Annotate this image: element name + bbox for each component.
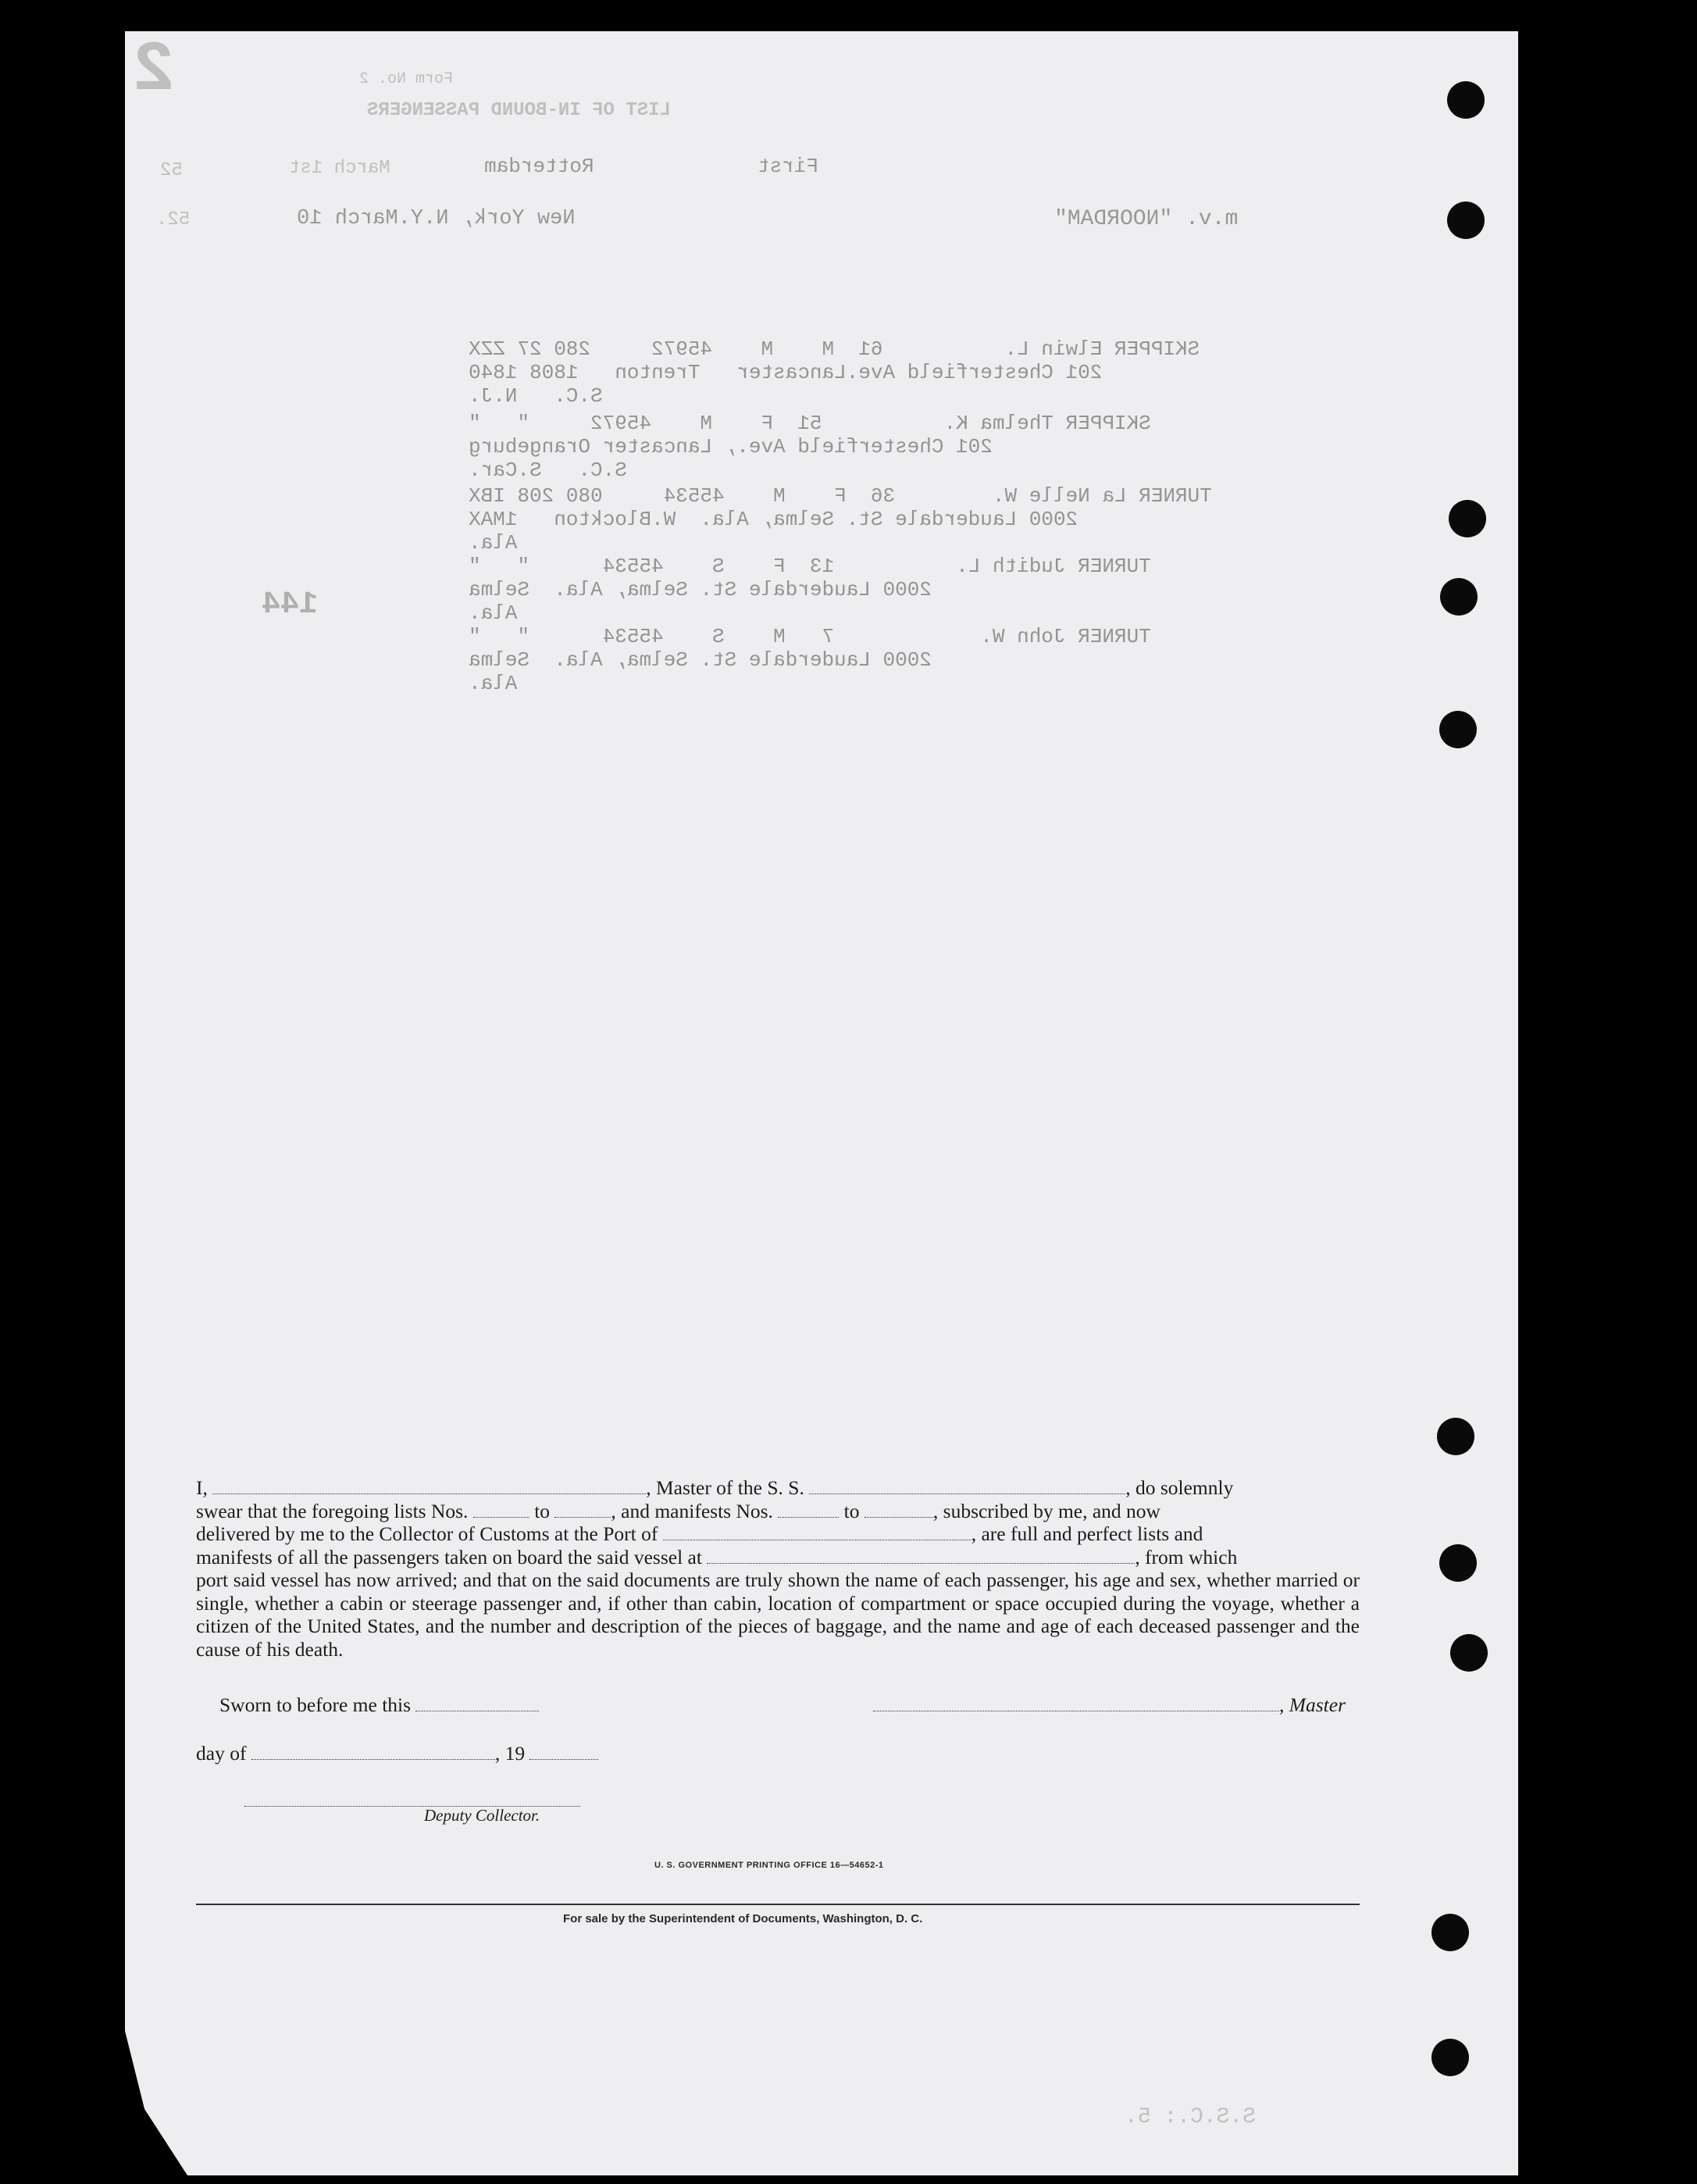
- sworn-line: Sworn to before me this: [219, 1693, 539, 1717]
- passenger-row: TURNER Judith L. 13 F S 45534 " ": [469, 555, 1151, 578]
- passenger-row: SKIPPER Elwin L. 61 M M 45972 280 27 ZZX: [469, 337, 1200, 361]
- form-header-line: Form No. 2: [359, 70, 454, 88]
- binder-hole: [1449, 500, 1486, 537]
- passenger-row: 2000 Lauderdale St. Selma, Ala. Selma: [469, 648, 968, 672]
- list-to-field[interactable]: [554, 1501, 611, 1518]
- year-field[interactable]: [529, 1743, 598, 1760]
- passenger-row: 2000 Lauderdale St. Selma, Ala. Selma: [469, 578, 968, 601]
- binder-hole: [1431, 1914, 1469, 1951]
- binder-hole: [1447, 81, 1485, 119]
- binder-hole: [1440, 578, 1478, 616]
- form-header-line: LIST OF IN-BOUND PASSENGERS: [367, 100, 671, 121]
- oath-paragraph: [196, 1476, 1360, 1661]
- manifest-to-field[interactable]: [865, 1501, 933, 1518]
- binder-hole: [1437, 1418, 1474, 1455]
- corner-mark: 2: [133, 31, 176, 111]
- vessel-name: m.v. "NOORDAM": [1054, 207, 1239, 231]
- master-signature-field[interactable]: [873, 1695, 1279, 1711]
- passenger-row: 2000 Lauderdale St. Selma, Ala. W.Blockton 1MAX: [469, 508, 1114, 531]
- passenger-row: Ala.: [469, 531, 957, 555]
- date-field: March 1st: [289, 158, 390, 179]
- passenger-row: Ala.: [469, 601, 957, 625]
- master-signature-line: , Master: [873, 1693, 1346, 1717]
- port-field: Rotterdam: [484, 155, 594, 178]
- class-field: First: [758, 155, 819, 178]
- deputy-collector-label: Deputy Collector.: [424, 1806, 540, 1825]
- passenger-row: TURNER John W. 7 M S 45534 " ": [469, 625, 1151, 648]
- deputy-signature-field[interactable]: [244, 1790, 580, 1807]
- sale-notice: For sale by the Superintendent of Documents, Washington, D. C.: [563, 1912, 923, 1925]
- sworn-day-field[interactable]: [415, 1695, 539, 1711]
- passenger-row: S.C. S.Car.: [469, 459, 981, 482]
- binder-hole: [1439, 1544, 1477, 1582]
- list-from-field[interactable]: [473, 1501, 529, 1518]
- footer-rule: [196, 1904, 1360, 1905]
- year-field: 52: [160, 160, 183, 181]
- passenger-row: SKIPPER Thelma K. 51 F M 45972 " ": [469, 412, 1151, 435]
- passenger-row: 201 Chesterfield Ave., Lancaster Orangeburg: [469, 435, 1029, 459]
- passenger-row: S.C. N.J.: [469, 384, 957, 408]
- oath-text: I, , Master of the S. S. , do solemnly swear that the foregoing lists Nos. to , and manifests Nos. to , subscribed by me, and now delivered by me to the Collector of Customs at the Port of , are full and perfect lists and manifests of all the passengers taken on board the said vessel at , from which port said vessel has now arrived; and that on the said documents are truly shown the name of each passenger, his age and sex, whether married or single, whether a cabin or steerage passenger and, if other than cabin, location of compartment or space occupied during the voyage, whether a citizen of the United States, and the number and description of the pieces of baggage, and the name and age of each deceased passenger and the cause of his death.: [196, 1476, 1360, 1661]
- binder-hole: [1450, 1634, 1488, 1672]
- arrival-year: 52.: [156, 209, 191, 230]
- binder-hole: [1439, 711, 1477, 748]
- passenger-row: Ala.: [469, 672, 957, 695]
- port-field[interactable]: [663, 1524, 971, 1540]
- page-number: 144: [262, 587, 319, 623]
- binder-hole: [1447, 202, 1485, 239]
- month-field[interactable]: [251, 1743, 495, 1760]
- passenger-row: TURNER La Nelle W. 36 F M 45534 080 208 IBX: [469, 484, 1212, 508]
- bottom-code: S.S.C.: 5.: [1125, 2105, 1257, 2129]
- passenger-row: 201 Chesterfield Ave.Lancaster Trenton 1808 1840: [469, 361, 1139, 384]
- ship-name-field[interactable]: [809, 1478, 1125, 1494]
- arrival-port: New York, N.Y.March 10: [297, 207, 576, 230]
- master-name-field[interactable]: [212, 1478, 646, 1494]
- day-of-line: day of , 19: [196, 1742, 598, 1765]
- binder-hole: [1431, 2039, 1469, 2076]
- manifest-from-field[interactable]: [778, 1501, 839, 1518]
- departure-port-field[interactable]: [707, 1547, 1135, 1564]
- gpo-imprint: U. S. GOVERNMENT PRINTING OFFICE 16—54652-1: [654, 1861, 884, 1870]
